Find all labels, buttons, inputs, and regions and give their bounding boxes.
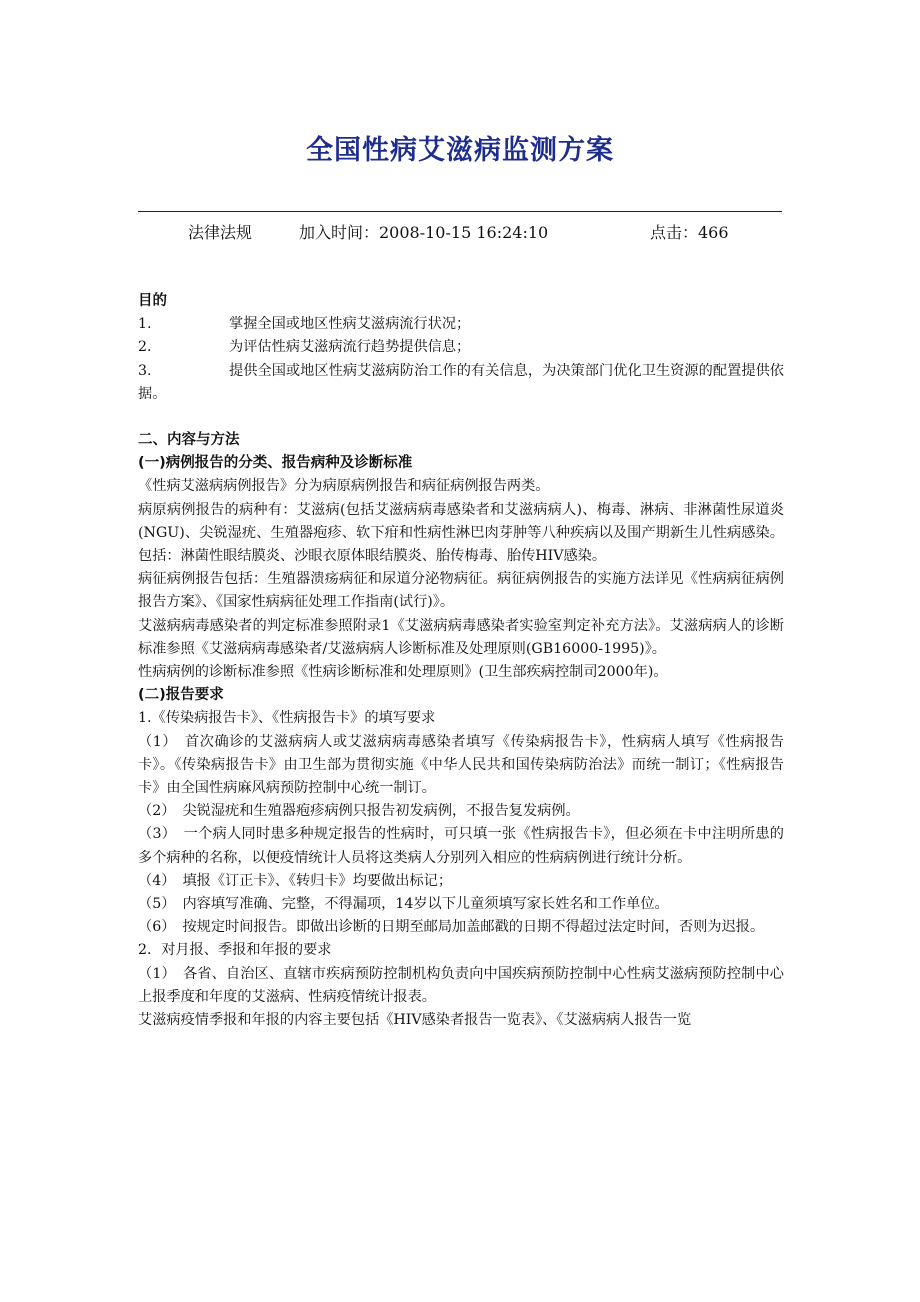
title-divider: [138, 211, 782, 212]
click-count: 点击：466: [650, 223, 729, 242]
paragraph: 性病病例的诊断标准参照《性病诊断标准和处理原则》(卫生部疾病控制司2000年)。: [138, 664, 668, 681]
purpose-heading: 目的: [138, 293, 167, 309]
page-title: 全国性病艾滋病监测方案: [306, 135, 614, 166]
paragraph: （5） 内容填写准确、完整，不得漏项，14岁以下儿童须填写家长姓名和工作单位。: [138, 896, 669, 913]
category-link[interactable]: 法律法规: [188, 223, 253, 242]
paragraph: （3） 一个病人同时患多种规定报告的性病时，可只填一张《性病报告卡》，但必须在卡中注明所患的多个病种的名称，以便疫情统计人员将这类病人分别列入相应的性病病例进行统计分析。: [138, 826, 784, 866]
purpose-item: [138, 336, 784, 359]
spacer: [138, 406, 784, 429]
article-body: [138, 290, 784, 1032]
paragraph: 1.《传染病报告卡》、《性病报告卡》的填写要求: [138, 710, 436, 727]
paragraph: 2．对月报、季报和年报的要求: [138, 942, 332, 959]
list-number: 3.: [138, 362, 152, 379]
paragraph: （1） 首次确诊的艾滋病病人或艾滋病病毒感染者填写《传染病报告卡》，性病病人填写《性病报告卡》。《传染病报告卡》由卫生部为贯彻实施《中华人民共和国传染病防治法》而统一制订；《性病报告卡》由全国性病麻风病预防控制中心统一制订。: [138, 733, 784, 797]
paragraph: 《性病艾滋病病例报告》分为病原病例报告和病征病例报告两类。: [138, 478, 550, 495]
purpose-item: [138, 360, 784, 406]
list-number: 1.: [138, 316, 152, 333]
paragraph: （6） 按规定时间报告。即做出诊断的日期至邮局加盖邮戳的日期不得超过法定时间，否则为迟报。: [138, 919, 765, 936]
list-text: 为评估性病艾滋病流行趋势提供信息；: [229, 339, 471, 356]
article-meta: [188, 220, 788, 244]
list-text: 掌握全国或地区性病艾滋病流行状况；: [229, 316, 471, 333]
paragraph: 病原病例报告的病种有：艾滋病(包括艾滋病病毒感染者和艾滋病病人)、梅毒、淋病、非淋菌性尿道炎(NGU)、尖锐湿疣、生殖器疱疹、软下疳和性病性淋巴肉芽肿等八种疾病以及围产期新生儿性病感染。包括：淋菌性眼结膜炎、沙眼衣原体眼结膜炎、胎传梅毒、胎传HIV感染。: [138, 501, 784, 565]
subsection-heading: (二)报告要求: [138, 687, 224, 704]
paragraph: （4） 填报《订正卡》、《转归卡》均要做出标记；: [138, 872, 453, 889]
list-number: 2.: [138, 339, 152, 356]
paragraph: （2） 尖锐湿疣和生殖器疱疹病例只报告初发病例，不报告复发病例。: [138, 803, 580, 820]
added-time: 加入时间：2008-10-15 16:24:10: [299, 223, 549, 242]
list-text: 提供全国或地区性病艾滋病防治工作的有关信息，为决策部门优化卫生资源的配置提供依据。: [138, 362, 784, 402]
purpose-item: [138, 313, 784, 336]
subsection-heading: (一)病例报告的分类、报告病种及诊断标准: [138, 455, 413, 472]
paragraph: （1） 各省、自治区、直辖市疾病预防控制机构负责向中国疾病预防控制中心性病艾滋病预防控制中心上报季度和年度的艾滋病、性病疫情统计报表。: [138, 965, 784, 1005]
paragraph: 病征病例报告包括：生殖器溃疡病征和尿道分泌物病征。病征病例报告的实施方法详见《性病病征病例报告方案》、《国家性病病征处理工作指南(试行)》。: [138, 571, 784, 611]
paragraph: 艾滋病病毒感染者的判定标准参照附录1《艾滋病病毒感染者实验室判定补充方法》。艾滋病病人的诊断标准参照《艾滋病病毒感染者/艾滋病病人诊断标准及处理原则(GB16000-1995)》。: [138, 617, 784, 657]
paragraph: 艾滋病疫情季报和年报的内容主要包括《HIV感染者报告一览表》、《艾滋病病人报告一览: [138, 1012, 692, 1029]
section-heading: 二、内容与方法: [138, 432, 240, 449]
